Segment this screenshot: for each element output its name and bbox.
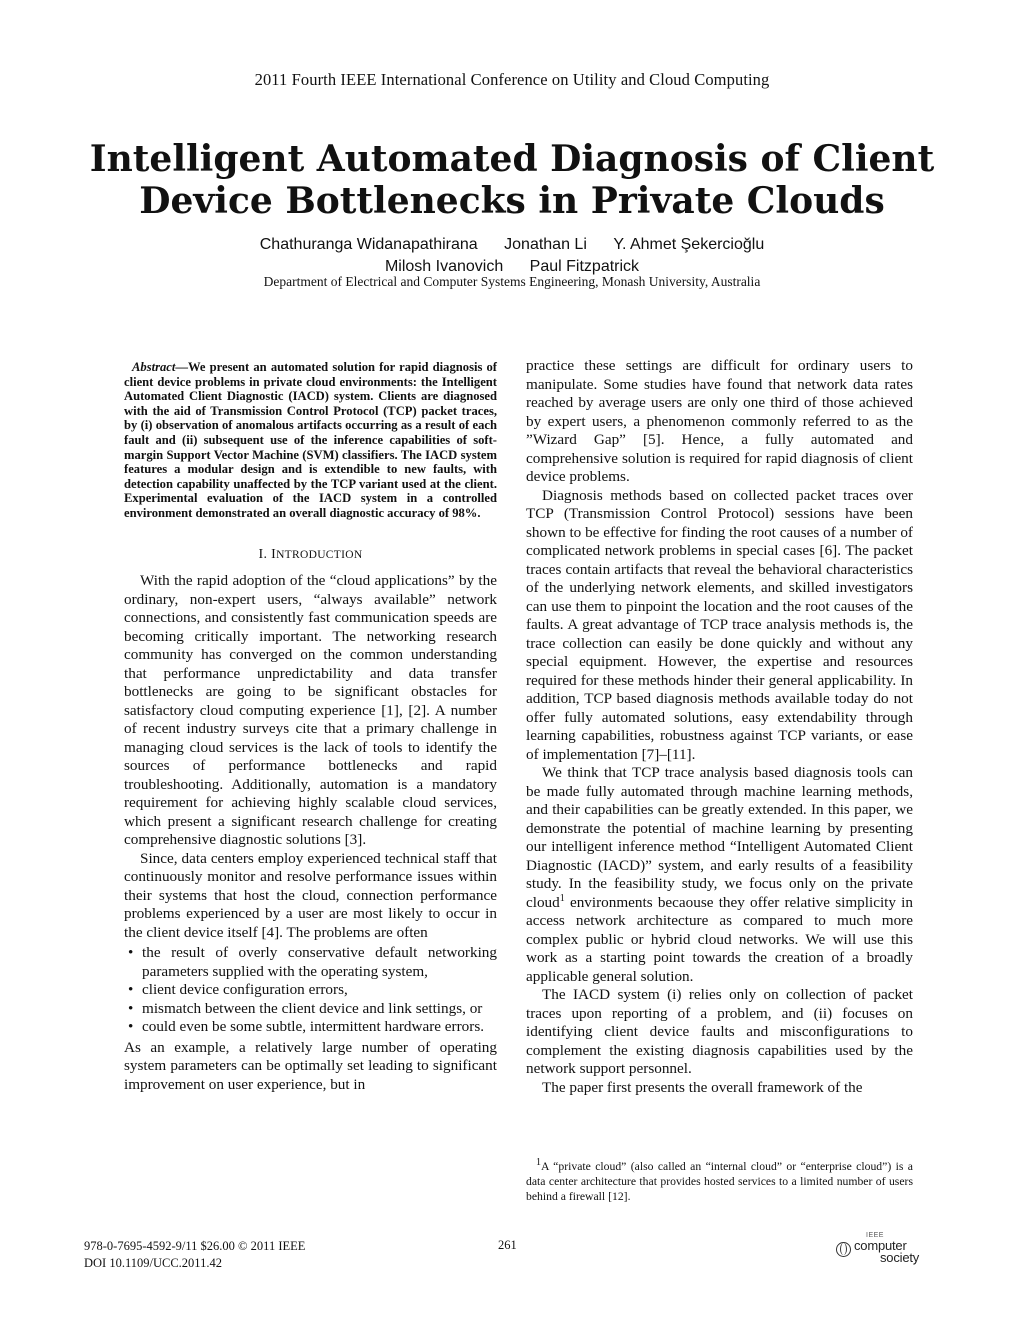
section-title: NTRODUCTION [276,548,363,561]
doi-line: DOI 10.1109/UCC.2011.42 [84,1256,222,1270]
globe-icon [836,1242,851,1257]
author-name: Jonathan Li [504,236,587,253]
right-paragraph-4: The paper first presents the overall framework of the [542,1078,863,1096]
intro-paragraph-3: As an example, a relatively large number of operating system parameters can be optimally set leading to significant improvement on user experience, but in [124,1038,497,1093]
problem-list [124,944,497,1037]
author-row-1 [0,234,1024,256]
author-name: Chathuranga Widanapathirana [259,236,478,253]
logo-ieee-text: IEEE [866,1232,884,1239]
abstract-text: —We present an automated solution for rapid diagnosis of client device problems in private cloud environments: the Intelligent Automated Client Diagnostic (IACD) system. Clients are diagnosed with the aid of Transmission Control Protocol (TCP) packet traces, by (i) observation of anomalous artifacts occurring as a result of each fault and (ii) subsequent use of the inference capabilities of soft-margin Support Vector Machine (SVM) classifiers. The IACD system features a modular design and is extendible to new faults, with detection capability unaffected by the TCP variant used at the client. Experimental evaluation of the IACD system in a controlled environment demonstrated an overall diagnostic accuracy of 98%. [124,360,497,520]
right-paragraph-3: The IACD system (i) relies only on collection of packet traces upon reporting of a problem, and (ii) focuses on identifying client device faults and misconfigurations to complement the existing diagnosis capabilities used by the network support personnel. [526,986,913,1077]
left-column [124,357,497,1094]
paragraph-text: We think that TCP trace analysis based diagnosis tools can be made fully automated through machine learning methods, and their capabilities can be greatly extended. In this paper, we demonstrate the potential of machine learning by presenting our intelligent inference method “Intelligent Automated Client Diagnostic (IACD)” system, and early results of a feasibility study. In the feasibility study, we focus only on the private cloud [526,764,913,911]
intro-paragraph-1: With the rapid adoption of the “cloud applications” by the ordinary, non-expert users, “always available” network connections, and consistently fast communication speeds are becoming critically important. The networking research community has converged on the common understanding that performance unpredictability and data transfer bottlenecks are going to be significant obstacles for satisfactory cloud computing experience [1], [2]. A number of recent industry surveys cite that a primary challenge in managing cloud services is the lack of tools to identify the sources of performance bottlenecks and rapid troubleshooting. Additionally, automation is a mandatory requirement for achieving highly scalable cloud services, which present a significant research challenge for creating comprehensive diagnostic solutions [3]. [124,572,497,849]
right-column [526,357,913,1097]
footnote-mark: 1 [536,1157,541,1169]
list-item: • could even be some subtle, intermittent hardware errors. [142,1018,497,1037]
affiliation: Department of Electrical and Computer Systems Engineering, Monash University, Australia [263,274,761,289]
logo-word-society: society [880,1250,920,1265]
list-item: • client device configuration errors, [142,981,497,1000]
right-paragraph-2 [526,764,913,986]
section-heading-introduction [124,546,497,565]
footnote [526,1157,913,1204]
title-line-2: Device Bottlenecks in Private Clouds [139,180,885,222]
list-item: • mismatch between the client device and link settings, or [142,1000,497,1019]
footnote-reference[interactable]: 1 [559,892,565,904]
author-name: Milosh Ivanovich [384,258,504,275]
intro-paragraph-2: Since, data centers employ experienced technical staff that continuously monitor and resolve performance issues within their systems that host the cloud, connection performance problems experienced by a user are most likely to occur in the client device itself [4]. The problems are often [124,849,497,941]
computer-society-logo [836,1232,926,1266]
isbn-line: 978-0-7695-4592-9/11 $26.00 © 2011 IEEE [84,1239,306,1253]
abstract [124,360,497,521]
author-name: Paul Fitzpatrick [529,258,640,275]
page-number: 261 [498,1238,517,1252]
paragraph-text: environments becaouse they offer relative simplicity in access network architecture as compared to much more complex public or hybrid cloud networks. We will use this work as a starting point towards the creation of a broadly applicable general solution. [526,893,913,985]
footer-publication-info [84,1238,305,1272]
right-paragraph-1: Diagnosis methods based on collected packet traces over TCP (Transmission Control Protocol) sessions have been shown to be effective for finding the root causes of a number of complicated network problems in special cases [6]. The packet traces contain artifacts that reveal the behavioral characteristics of the underlying network elements, and skilled investigators can use them to pinpoint the location and the root causes of the faults. A great advantage of TCP trace analysis methods is, the trace collection can easily be done quickly and without any special equipment. However, the expertise and resources required for these methods hinder their general applicability. In addition, TCP based diagnosis methods available today do not offer fully automated solutions, easy extendability through learning capabilities, robustness against TCP variants, or ease of implementation [7]–[11]. [526,486,913,763]
title-line-1: Intelligent Automated Diagnosis of Client [89,138,935,180]
abstract-label: Abstract [132,360,176,374]
right-paragraph-0: practice these settings are difficult for ordinary users to manipulate. Some studies have found that network data rates reached by average users are only one third of those achieved by expert users, a phenomenon commonly referred to as the ”Wizard Gap” [5]. Hence, a fully automated and comprehensive solution is required for rapid diagnosis of client device problems. [526,357,913,485]
list-item: • the result of overly conservative default networking parameters supplied with the operating system, [142,944,497,981]
author-list [0,234,1024,278]
section-number: I. I [258,546,277,562]
author-name: Y. Ahmet Şekercioğlu [613,236,765,253]
paper-title [0,138,1024,222]
conference-header: 2011 Fourth IEEE International Conference on Utility and Cloud Computing [254,70,770,89]
logo-word-computer: computer [854,1238,907,1253]
footnote-text: A “private cloud” (also called an “internal cloud” or “enterprise cloud”) is a data center architecture that provides hosted services to a limited number of users behind a firewall [12]. [526,1160,913,1203]
